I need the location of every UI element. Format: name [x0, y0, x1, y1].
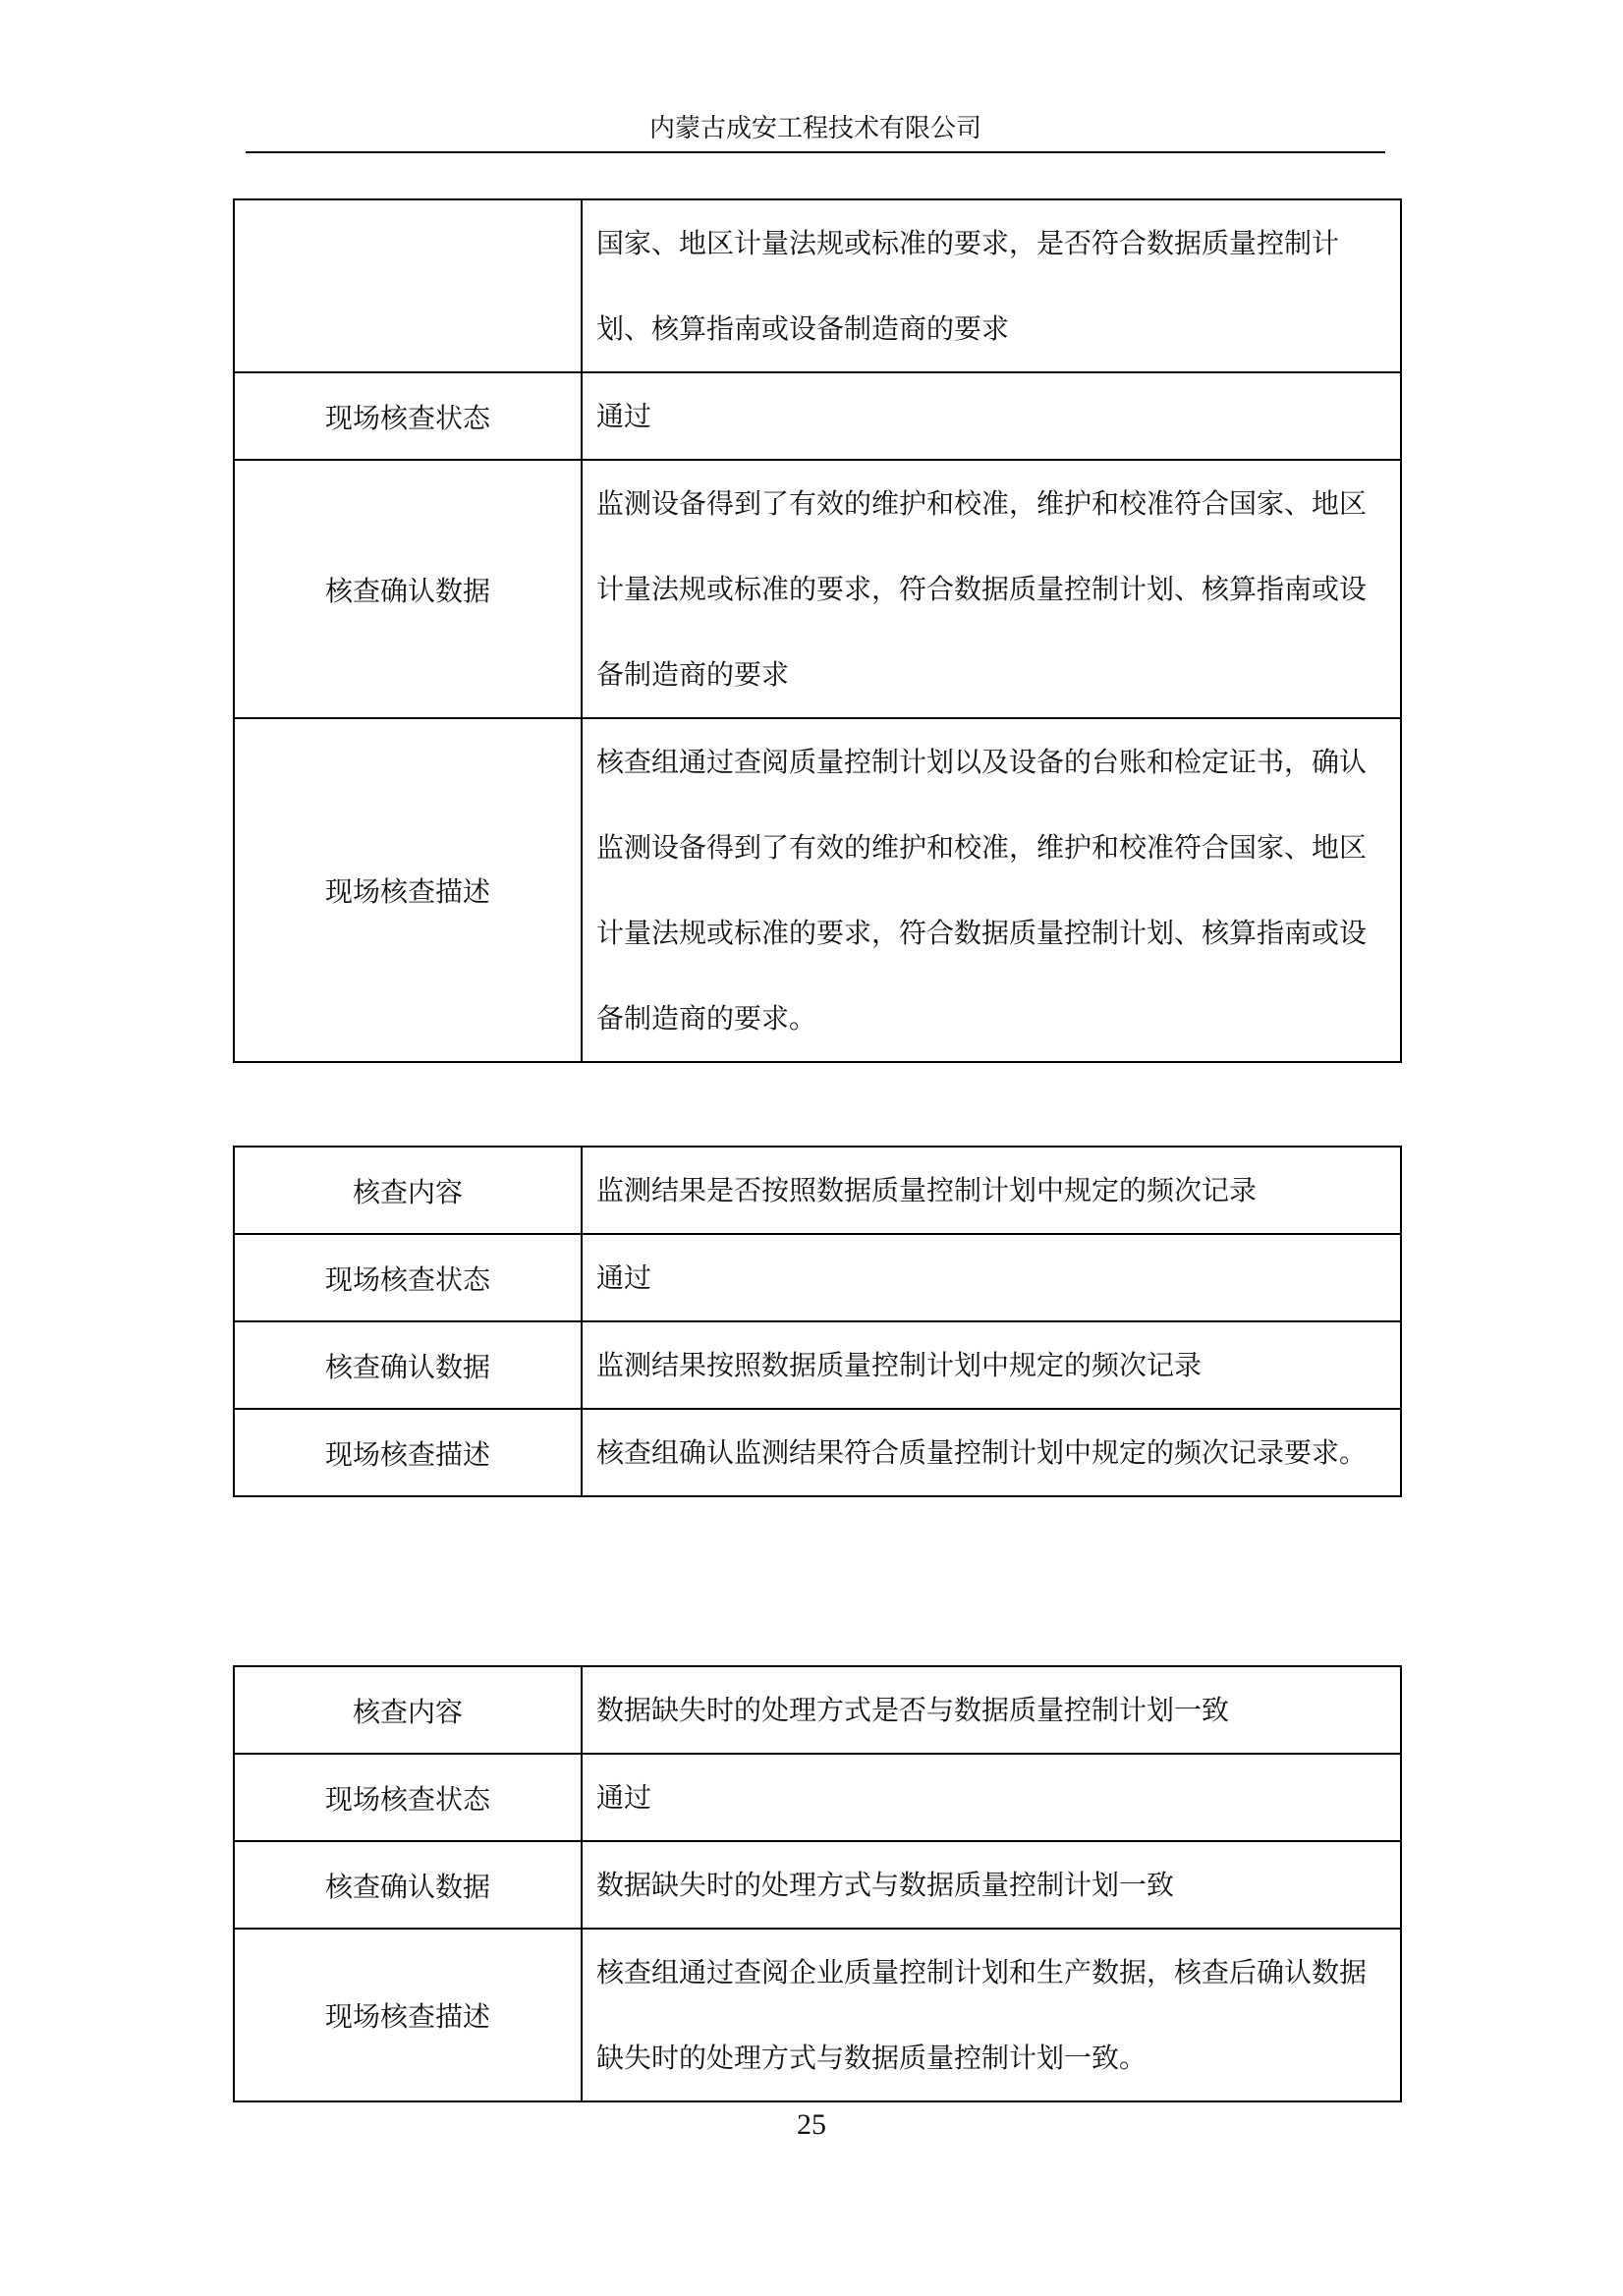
verification-table-1 — [233, 198, 1402, 1063]
table-row — [234, 372, 1401, 460]
row-label: 核查确认数据 — [234, 1321, 582, 1409]
table-row — [234, 199, 1401, 372]
table-row — [234, 1929, 1401, 2101]
row-value: 通过 — [582, 1754, 1401, 1841]
row-value: 通过 — [582, 1234, 1401, 1321]
table-row — [234, 1234, 1401, 1321]
row-label: 现场核查状态 — [234, 372, 582, 460]
table-row — [234, 718, 1401, 1062]
page-header — [246, 116, 1385, 153]
row-value: 通过 — [582, 372, 1401, 460]
row-value: 核查组通过查阅企业质量控制计划和生产数据，核查后确认数据缺失时的处理方式与数据质量控制计划一致。 — [582, 1929, 1401, 2101]
verification-table-2 — [233, 1146, 1402, 1497]
row-label: 现场核查描述 — [234, 718, 582, 1062]
row-label: 核查确认数据 — [234, 1841, 582, 1929]
row-value: 国家、地区计量法规或标准的要求，是否符合数据质量控制计划、核算指南或设备制造商的要求 — [582, 199, 1401, 372]
row-label: 核查内容 — [234, 1147, 582, 1234]
page-number: 25 — [797, 2108, 826, 2141]
table-row — [234, 460, 1401, 718]
row-value: 监测结果按照数据质量控制计划中规定的频次记录 — [582, 1321, 1401, 1409]
table-row — [234, 1754, 1401, 1841]
table-row — [234, 1321, 1401, 1409]
table-row — [234, 1841, 1401, 1929]
verification-table-3 — [233, 1665, 1402, 2102]
table-row — [234, 1409, 1401, 1496]
table-row — [234, 1666, 1401, 1754]
row-value: 数据缺失时的处理方式与数据质量控制计划一致 — [582, 1841, 1401, 1929]
row-label: 现场核查描述 — [234, 1929, 582, 2101]
row-label: 核查确认数据 — [234, 460, 582, 718]
row-value: 数据缺失时的处理方式是否与数据质量控制计划一致 — [582, 1666, 1401, 1754]
row-value: 核查组确认监测结果符合质量控制计划中规定的频次记录要求。 — [582, 1409, 1401, 1496]
row-label — [234, 199, 582, 372]
row-value: 监测结果是否按照数据质量控制计划中规定的频次记录 — [582, 1147, 1401, 1234]
row-label: 核查内容 — [234, 1666, 582, 1754]
row-label: 现场核查描述 — [234, 1409, 582, 1496]
table-row — [234, 1147, 1401, 1234]
row-value: 监测设备得到了有效的维护和校准，维护和校准符合国家、地区计量法规或标准的要求，符合数据质量控制计划、核算指南或设备制造商的要求 — [582, 460, 1401, 718]
row-value: 核查组通过查阅质量控制计划以及设备的台账和检定证书，确认监测设备得到了有效的维护和校准，维护和校准符合国家、地区计量法规或标准的要求，符合数据质量控制计划、核算指南或设备制造商的要求。 — [582, 718, 1401, 1062]
company-name: 内蒙古成安工程技术有限公司 — [648, 114, 981, 143]
row-label: 现场核查状态 — [234, 1754, 582, 1841]
row-label: 现场核查状态 — [234, 1234, 582, 1321]
